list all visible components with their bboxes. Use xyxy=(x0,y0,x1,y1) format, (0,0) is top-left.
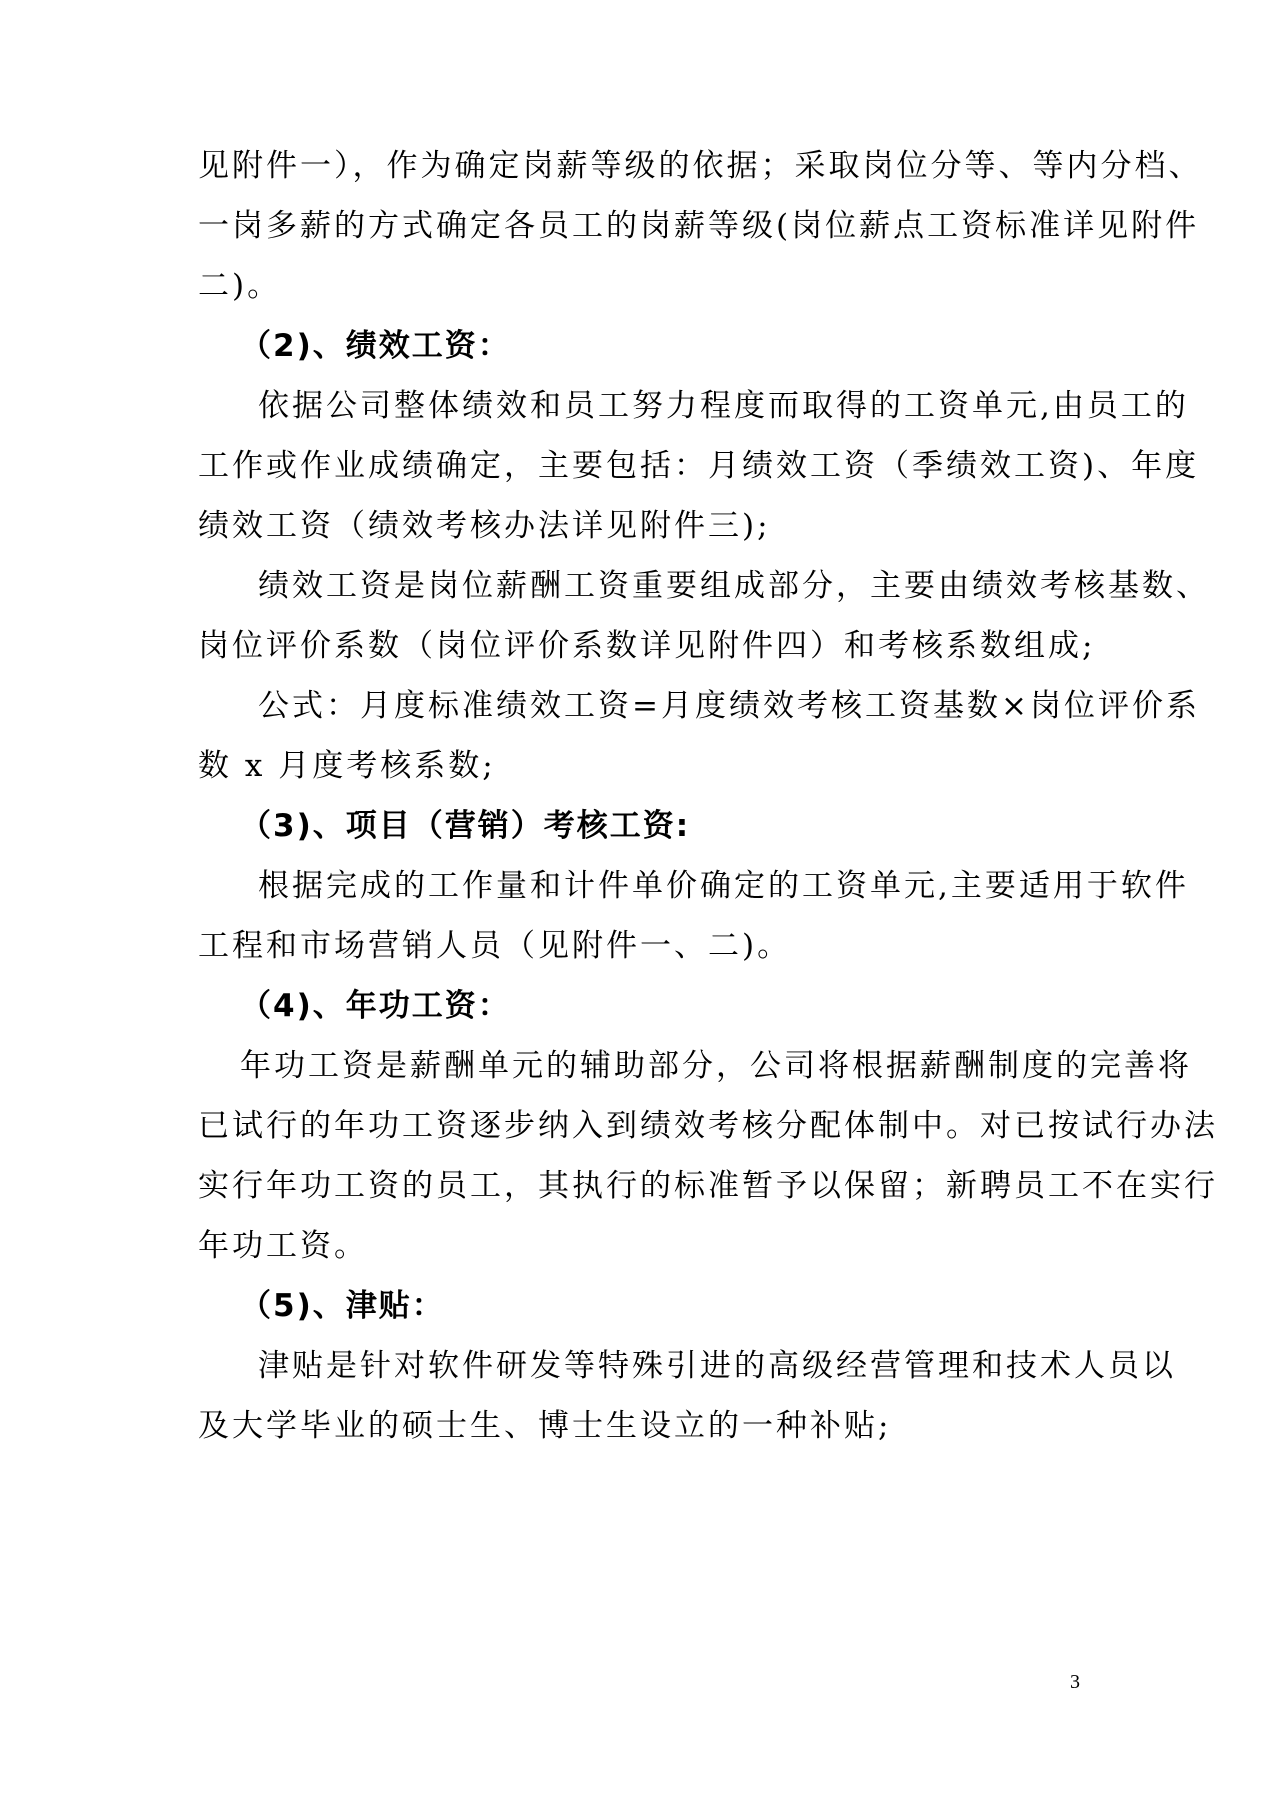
body-line: 津贴是针对软件研发等特殊引进的高级经营管理和技术人员以 xyxy=(258,1348,1176,1384)
formula-line: 公式：月度标准绩效工资=月度绩效考核工资基数×岗位评价系 xyxy=(258,688,1200,724)
formula-line: 数 x 月度考核系数; xyxy=(198,748,496,784)
body-line: 岗位评价系数（岗位评价系数详见附件四）和考核系数组成; xyxy=(198,628,1096,664)
body-line: 工程和市场营销人员（见附件一、二)。 xyxy=(198,928,792,964)
body-line: 依据公司整体绩效和员工努力程度而取得的工资单元,由员工的 xyxy=(258,388,1189,424)
body-line: 一岗多薪的方式确定各员工的岗薪等级(岗位薪点工资标准详见附件 xyxy=(198,208,1200,244)
section-heading-seniority-pay: （4)、年功工资： xyxy=(240,988,511,1024)
body-line: 已试行的年功工资逐步纳入到绩效考核分配体制中。对已按试行办法 xyxy=(198,1108,1218,1144)
body-line: 年功工资。 xyxy=(198,1228,368,1264)
body-line: 绩效工资是岗位薪酬工资重要组成部分，主要由绩效考核基数、 xyxy=(258,568,1210,604)
section-heading-project-pay: （3)、项目（营销）考核工资: xyxy=(240,808,691,844)
body-line: 工作或作业成绩确定，主要包括：月绩效工资（季绩效工资)、年度 xyxy=(198,448,1200,484)
body-line: 绩效工资（绩效考核办法详见附件三); xyxy=(198,508,771,544)
body-line: 根据完成的工作量和计件单价确定的工资单元,主要适用于软件 xyxy=(258,868,1189,904)
body-line: 二)。 xyxy=(198,268,282,304)
body-line: 年功工资是薪酬单元的辅助部分，公司将根据薪酬制度的完善将 xyxy=(240,1048,1192,1084)
body-line: 及大学毕业的硕士生、博士生设立的一种补贴; xyxy=(198,1408,892,1444)
section-heading-performance-pay: （2)、绩效工资： xyxy=(240,328,511,364)
page-number: 3 xyxy=(1070,1671,1080,1693)
section-heading-allowance: （5)、津贴： xyxy=(240,1288,445,1324)
body-line: 见附件一），作为确定岗薪等级的依据；采取岗位分等、等内分档、 xyxy=(198,148,1203,184)
body-line: 实行年功工资的员工，其执行的标准暂予以保留；新聘员工不在实行 xyxy=(198,1168,1218,1204)
